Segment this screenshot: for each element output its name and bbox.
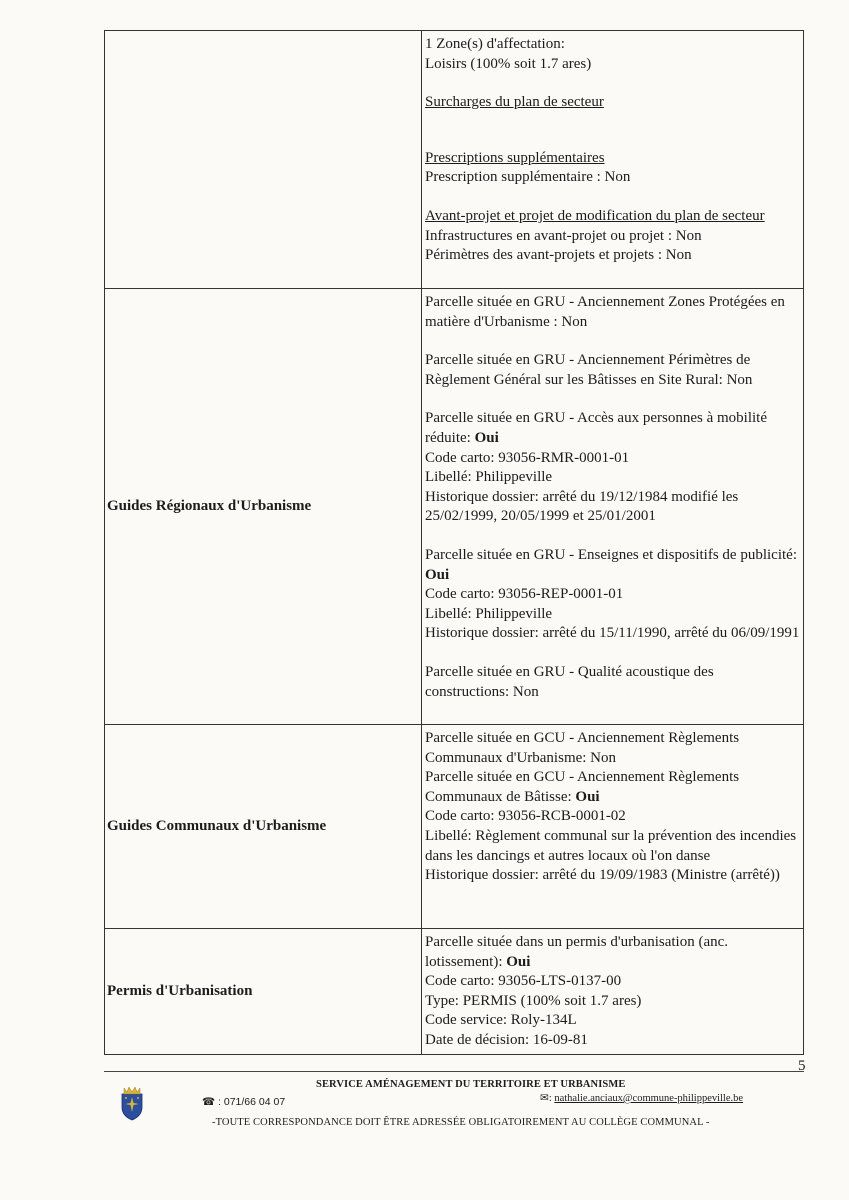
gru-acoustique: Parcelle située en GRU - Qualité acoustique des constructions: Non bbox=[425, 663, 714, 700]
gru-enseignes: Parcelle située en GRU - Enseignes et dispositifs de publicité: Oui bbox=[425, 546, 797, 583]
code-carto: Code carto: 93056-RCB-0001-02 bbox=[425, 808, 626, 825]
section-heading: Surcharges du plan de secteur bbox=[425, 94, 604, 111]
gru-site-rural: Parcelle située en GRU - Anciennement Périmètres de Règlement Général sur les Bâtisses en Site Rural: Non bbox=[425, 352, 753, 388]
answer-yes: Oui bbox=[474, 429, 499, 446]
historique-dossier: Historique dossier: arrêté du 19/09/1983 (Ministre (arrêté)) bbox=[425, 867, 780, 884]
date-decision: Date de décision: 16-09-81 bbox=[425, 1031, 588, 1048]
table-row bbox=[105, 929, 804, 1055]
permis-lotissement: Parcelle située dans un permis d'urbanisation (anc. lotissement): Oui bbox=[425, 934, 729, 970]
coat-of-arms-icon bbox=[118, 1085, 146, 1121]
gru-zones-protegees: Parcelle située en GRU - Anciennement Zones Protégées en matière d'Urbanisme : Non bbox=[425, 294, 785, 330]
email-link[interactable]: nathalie.anciaux@commune-philippeville.be bbox=[554, 1093, 744, 1104]
section-heading: Prescriptions supplémentaires bbox=[425, 149, 605, 166]
libelle: Libellé: Règlement communal sur la prévention des incendies dans les dancings et autres locaux où l'on danse bbox=[425, 827, 797, 864]
libelle: Libellé: Philippeville bbox=[425, 605, 553, 622]
code-carto: Code carto: 93056-REP-0001-01 bbox=[425, 586, 624, 603]
libelle: Libellé: Philippeville bbox=[425, 469, 553, 486]
row-label: Guides Régionaux d'Urbanisme bbox=[105, 289, 422, 725]
infrastructure-value: Infrastructures en avant-projet ou projet : Non bbox=[425, 227, 702, 244]
footer-notice: -TOUTE CORRESPONDANCE DOIT ÊTRE ADRESSÉE OBLIGATOIREMENT AU COLLÈGE COMMUNAL - bbox=[212, 1117, 710, 1128]
section-heading: Avant-projet et projet de modification du plan de secteur bbox=[425, 207, 765, 224]
service-title: SERVICE AMÉNAGEMENT DU TERRITOIRE ET URBANISME bbox=[316, 1079, 626, 1090]
row-content bbox=[422, 929, 804, 1055]
gcu-batisse: Parcelle située en GCU - Anciennement Règlements Communaux de Bâtisse: Oui bbox=[425, 769, 740, 805]
answer-yes: Oui bbox=[506, 953, 531, 970]
zone-value: Loisirs (100% soit 1.7 ares) bbox=[425, 55, 592, 72]
telephone-icon: ☎ bbox=[202, 1096, 216, 1108]
table-row bbox=[105, 289, 804, 725]
gcu-urbanisme: Parcelle située en GCU - Anciennement Règlements Communaux d'Urbanisme: Non bbox=[425, 730, 740, 766]
prescription-value: Prescription supplémentaire : Non bbox=[425, 169, 631, 186]
gru-mobilite-reduite: Parcelle située en GRU - Accès aux personnes à mobilité réduite: Oui bbox=[425, 410, 767, 446]
code-carto: Code carto: 93056-RMR-0001-01 bbox=[425, 449, 630, 466]
footer-phone: ☎ : 071/66 04 07 bbox=[202, 1096, 286, 1108]
historique-dossier: Historique dossier: arrêté du 19/12/1984 modifié les 25/02/1999, 20/05/1999 et 25/01/2001 bbox=[425, 488, 739, 525]
answer-yes: Oui bbox=[425, 566, 450, 583]
table-row bbox=[105, 31, 804, 289]
permis-type: Type: PERMIS (100% soit 1.7 ares) bbox=[425, 992, 642, 1009]
answer-yes: Oui bbox=[575, 788, 600, 805]
row-label: Guides Communaux d'Urbanisme bbox=[105, 725, 422, 929]
code-carto: Code carto: 93056-LTS-0137-00 bbox=[425, 973, 622, 990]
footer-divider bbox=[104, 1071, 804, 1072]
table-row bbox=[105, 725, 804, 929]
page-number: 5 bbox=[798, 1058, 806, 1074]
historique-dossier: Historique dossier: arrêté du 15/11/1990, arrêté du 06/09/1991 bbox=[425, 625, 800, 642]
row-content bbox=[422, 725, 804, 929]
row-label: Permis d'Urbanisation bbox=[105, 929, 422, 1055]
row-content bbox=[422, 31, 804, 289]
urbanism-info-table bbox=[104, 30, 804, 1055]
row-label-empty bbox=[105, 31, 422, 289]
footer-email: ✉: nathalie.anciaux@commune-philippeville.be bbox=[540, 1093, 744, 1104]
perimeter-value: Périmètres des avant-projets et projets : Non bbox=[425, 247, 692, 264]
zone-count: 1 Zone(s) d'affectation: bbox=[425, 36, 565, 52]
row-content bbox=[422, 289, 804, 725]
code-service: Code service: Roly-134L bbox=[425, 1012, 577, 1029]
envelope-icon: ✉ bbox=[540, 1093, 549, 1104]
